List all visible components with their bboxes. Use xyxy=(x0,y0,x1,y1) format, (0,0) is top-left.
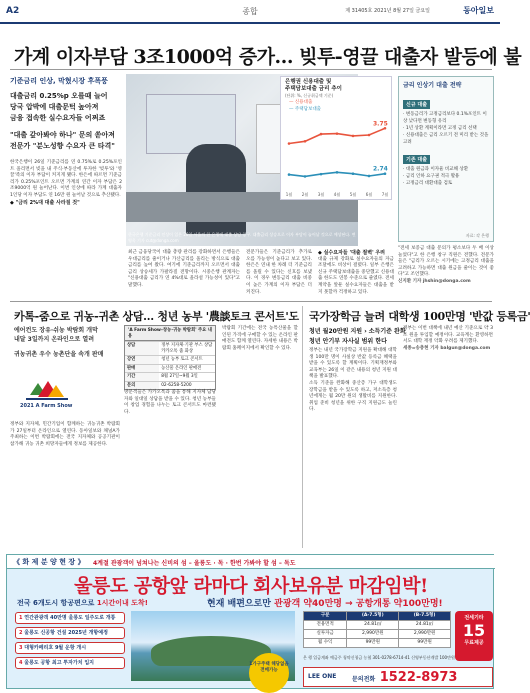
infobox-key: 기간 xyxy=(125,373,159,382)
ad-text: 현재 배편으로만 xyxy=(207,599,275,609)
article-column xyxy=(128,250,240,298)
farm-article-headline: 카톡-줌으로 귀농-귀촌 상담… 청년 농부 '農談토크 콘서트'도 xyxy=(14,310,299,323)
data-point xyxy=(304,140,307,143)
ad-price-table xyxy=(303,611,451,648)
article-text: 박람회 기간에는 전국 농특산물을 할인된 가격에 구매할 수 있는 온라인 판매전도 함께 열린다. 자세한 내용은 박람회 홈페이지에서 확인할 수 있다. xyxy=(222,326,298,351)
ad-feature xyxy=(15,642,125,654)
ad-table-cell: 월 수익 xyxy=(304,639,347,648)
chart-plot xyxy=(281,77,393,201)
article-column xyxy=(309,348,397,548)
deck-line: 에어컨도 장유·쉬농 박람회 개막 xyxy=(14,327,98,334)
article-column xyxy=(318,250,394,298)
ad-account-info: 은 행 입금계좌 예금주 청약신청금 농협 301-0278-6714-41 신영부동산개발 100만원 xyxy=(303,655,455,660)
ad-table-cell: 24.81㎡ xyxy=(347,621,399,630)
ad-highlight: 관광객 약40만명 xyxy=(274,599,342,609)
article-column xyxy=(10,422,120,548)
data-point xyxy=(384,127,387,130)
infobox-table xyxy=(125,341,215,389)
infobox-value: 8월 27일~9월 3일 xyxy=(159,373,215,382)
deck-line: 내달 3일까지 온라인으로 열려 xyxy=(14,336,94,343)
infobox-row xyxy=(125,381,215,389)
main-headline: 가계 이자부담 3조1000억 증가… 빚투-영끌 대출자 발등에 불 xyxy=(14,46,522,68)
sidebox-subheading: 기존 대출 xyxy=(403,155,430,164)
article-column xyxy=(246,250,312,298)
infobox-key: 판매 xyxy=(125,364,159,373)
farm-show-infobox xyxy=(124,325,216,390)
ad-table-cell: 24.81㎡ xyxy=(399,621,451,630)
data-label: 2.74 xyxy=(373,165,388,173)
infobox-row xyxy=(125,342,215,356)
page-number: A2 xyxy=(6,6,20,16)
sidebox-list xyxy=(399,111,493,146)
x-tick-label: 6월 xyxy=(365,192,373,197)
ad-topbar xyxy=(7,555,495,569)
legend-label: — 주택담보대출 xyxy=(289,107,322,112)
ad-phone-label: 문의전화 xyxy=(352,676,376,683)
data-point xyxy=(288,173,291,176)
ad-table-cell: 2,990만원 xyxy=(399,630,451,639)
ad-offer-number: 15 xyxy=(462,621,486,640)
chart-unit-note: (단위: %, 신규취급액 기준) xyxy=(285,93,334,98)
ad-highlight: → 공항개통 약100만명! xyxy=(341,599,443,609)
ad-table-row xyxy=(304,630,451,639)
article-text: 최근 금융당국이 대출 총량 관리를 강화하면서 은행들은 우대금리를 줄이거나 가산금리를 올리는 방식으로 대출금리를 높여 왔다. 여기에 기준금리까지 오르면서 대출금리 상승세가 가팔라질 전망이다. 시중은행 관계자는 "신용대출 금리가 연 4%대로 올라설 가능성이 있다"고 말했다. xyxy=(128,250,240,288)
ad-feature-number: 4 xyxy=(19,660,23,666)
infobox-value: 청년 농부 토크 콘서트 xyxy=(159,356,215,365)
byline: 신지환 기자 jhshin@donga.com xyxy=(398,278,471,284)
ad-highlight: 1시간이내 도착! xyxy=(96,599,148,607)
ad-phone xyxy=(352,670,457,685)
ad-logo: LEE ONE xyxy=(308,673,337,680)
date-line: 제 31405호 2021년 8월 27일 금요일 xyxy=(345,8,430,14)
ad-photo-badge: 1가구주택 해당없음 전매가능 xyxy=(249,653,289,693)
ad-table-header xyxy=(304,612,451,621)
sidebox-list xyxy=(399,166,493,187)
deck-line: 당국 압박에 대출문턱 높아져 xyxy=(10,103,99,111)
ad-table-head-cell: (A-7.5형) xyxy=(347,612,399,621)
masthead xyxy=(0,0,500,24)
ad-offer-text: 무료제공 xyxy=(464,640,484,646)
ad-phone-number: 1522-8973 xyxy=(379,670,458,685)
infobox-key: 강연 xyxy=(125,356,159,365)
sidebox-title: 금리 인상기 대출 전략 xyxy=(403,82,462,89)
ad-feature-number: 2 xyxy=(19,630,23,636)
real-estate-ad xyxy=(6,554,494,689)
farm-show-logo-text: 2021 A Farm Show xyxy=(20,403,73,409)
ad-feature-text: 울릉도 신공항 건설 2025년 개항예정 xyxy=(24,630,108,636)
deck-line: 대출금리 0.25%p 오를때 늘어 xyxy=(10,92,108,100)
data-point xyxy=(336,132,339,135)
article-subhead: ◆ 실수요자들 '대출 절벽' 우려 xyxy=(318,250,386,256)
ad-text: 전국 6개도시 항공편으로 xyxy=(17,599,97,607)
article-column xyxy=(398,246,494,298)
ad-table-cell: 전용면적 xyxy=(304,621,347,630)
ad-table-head-cell: (B-7.5형) xyxy=(399,612,451,621)
island-photo xyxy=(131,611,295,681)
infobox-row xyxy=(125,364,215,373)
newspaper-logo: 동아일보 xyxy=(463,6,494,15)
data-point xyxy=(368,134,371,137)
infobox-value: 02-6258-5200 xyxy=(159,381,215,389)
ad-table-row xyxy=(304,621,451,630)
interest-rate-chart xyxy=(280,76,392,200)
data-point xyxy=(336,171,339,174)
deck-line: "대출 갚아봐야 하나" 문의 쏟아져 xyxy=(10,131,115,139)
ad-table-cell: 99만원 xyxy=(347,639,399,648)
ad-feature-text: 울릉도 공항 최고 투자가치 입지 xyxy=(24,660,94,666)
x-tick-label: 3월 xyxy=(317,192,325,197)
headline-deck xyxy=(10,76,120,152)
sidebox-item: · 금리 인하 요구권 적극 활용 xyxy=(403,174,460,179)
section-rule xyxy=(10,301,492,302)
sidebox-item: · 고정금리 대환대출 검토 xyxy=(403,181,453,186)
data-point xyxy=(352,172,355,175)
infobox-title: 'A Farm Show–창농·귀농 박람회' 주요 내용 xyxy=(125,326,215,341)
infobox-key: 문의 xyxy=(125,381,159,389)
data-point xyxy=(320,133,323,136)
ad-feature-text: 연간관광객 40만명 울릉도 일주도로 개통 xyxy=(24,615,116,621)
article-text: 정부는 이번 대책에 내년 예산 기준으로 약 3조 원을 투입할 예정이다. 교육계는 환영하면서도 대학 재정 악화 우려를 제기했다. xyxy=(403,326,493,345)
article-text: 정부는 내년 국가장학금 지원을 확대해 대학생 100만 명이 사실상 반값 등록금 혜택을 받을 수 있도록 할 계획이다. 기획재정부와 교육부는 26일 이 같은 내용의 청년 지원 대책을 발표했다. xyxy=(309,348,397,380)
x-tick-label: 7월 xyxy=(381,192,389,197)
article-text: 전문가들은 기준금리가 추가로 오를 가능성이 높다고 보고 있다. 한은은 연내 한 차례 더 기준금리를 올릴 수 있다는 신호를 보냈다. 이 경우 변동금리 대출 비중이 높은 가계의 이자 부담은 더 커진다. xyxy=(246,250,312,295)
infobox-row xyxy=(125,373,215,382)
article-column xyxy=(403,326,493,548)
article-text: 방문객들은 카카오톡과 줌을 통해 지자체 담당자와 일대일 상담을 받을 수 있다. 청년 농부들이 창업 경험을 나누는 토크 콘서트도 마련됐다. xyxy=(124,390,216,415)
ad-feature xyxy=(15,657,125,669)
chart-title-line: 주택담보대출 금리 추이 xyxy=(285,86,342,92)
photo-caption: 한국은행 기준금리 인상이 있은 26일 서울의 한 은행에 대출 상담 창구. 대출금리 상승으로 이자 부담이 늘어날 것으로 예상된다. 변영욱 기자 cut@donga.com xyxy=(128,232,356,243)
sidebox-item: · 1년 상환 계획이라면 고정 금리 선택 xyxy=(403,126,477,131)
farm-article-deck xyxy=(14,326,124,359)
article-text: 대출 규제 강화로 실수요자들의 자금 조달에도 비상이 걸렸다. 일부 은행은 신규 주택담보대출을 중단했고 신용대출 한도도 연봉 수준으로 줄였다. 전세 계약을 앞둔 실수요자들은 대출을 받지 못할까 걱정하고 있다. xyxy=(318,256,394,295)
article-text: "전세 보증금 대출 문의가 평소보다 두 배 이상 늘었다"고 한 은행 창구 직원은 전했다. 전문가들은 "금리가 오르는 시기에는 고정금리 대출을 고려하고 가능하면 대출 원금을 줄이는 것이 좋다"고 조언했다. xyxy=(398,246,494,278)
data-point xyxy=(304,175,307,178)
x-tick-label: 5월 xyxy=(349,192,357,197)
sidebox-subheading: 신규 대출 xyxy=(403,100,430,109)
data-point xyxy=(384,172,387,175)
article-column xyxy=(124,390,216,548)
ad-table-cell: 실투자금 xyxy=(304,630,347,639)
scholarship-headline: 국가장학금 늘려 대학생 100만명 '반값 등록금' xyxy=(309,310,530,323)
ad-feature xyxy=(15,627,125,639)
article-column xyxy=(222,326,298,548)
scholarship-subhead: 청년 안기부 자사실 범위 한다 xyxy=(309,338,387,345)
byline: 세종=송충현 기자 balgun@donga.com xyxy=(403,345,491,351)
ad-feature-text: 대형카페리호 9월 운항 개시 xyxy=(24,645,87,651)
data-point xyxy=(320,173,323,176)
column-divider xyxy=(302,306,303,548)
ad-table-row xyxy=(304,639,451,648)
ad-title: 울릉도 공항앞 라마다 회사보유분 마감임박! xyxy=(74,575,428,597)
ad-feature-number: 1 xyxy=(19,615,23,621)
article-column xyxy=(10,160,122,300)
ad-table-cell: 2,990만원 xyxy=(347,630,399,639)
chart-title-line: 은행권 신용대출 및 xyxy=(285,79,332,85)
article-text: 정부와 지자체, 민간기업이 함께하는 귀농귀촌 박람회가 27일부터 온라인으로 열린다. 동아일보와 채널A가 주최하는 이번 박람회에는 전국 지자체와 공공기관이 참가해 귀농 귀촌 희망자들에게 정보를 제공한다. xyxy=(10,422,120,447)
legend-label: — 신용대출 xyxy=(289,100,313,105)
scholarship-subhead: 청년 월20만원 지원 › 소득기준 완화 xyxy=(309,328,406,335)
ad-feature-list xyxy=(15,612,125,672)
data-label: 3.75 xyxy=(373,120,388,128)
x-tick-label: 4월 xyxy=(333,192,341,197)
x-tick-label: 2월 xyxy=(301,192,309,197)
loan-strategy-box xyxy=(398,76,494,242)
series-line-0 xyxy=(289,128,385,143)
sidebox-source: 자료: 각 은행 xyxy=(465,233,489,238)
ad-feature xyxy=(15,612,125,624)
sidebox-item: · 신용대출은 금리 오르기 전 미리 받는 것을 고려 xyxy=(403,133,489,145)
ad-offer-text: 전세기타 xyxy=(464,615,484,621)
ad-feature-number: 3 xyxy=(19,645,23,651)
ad-table-head-cell: 구분 xyxy=(304,612,347,621)
x-tick-label: 1월 xyxy=(285,192,293,197)
article-text: 소득 기준을 완화해 중산층 가구 대학생도 장학금을 받을 수 있도록 하고, 저소득층 청년에게는 월 20만 원의 생활비를 지원한다. 취업 준비 청년을 위한 구직 지원금도 늘린다. xyxy=(309,380,397,413)
sidebox-item: · 변동금리가 고정금리보다 0.1%포인트 이상 낮다면 변동형 유리 xyxy=(403,112,487,124)
ad-tourist-line xyxy=(207,596,443,609)
infobox-value: 농산물 온라인 판매전 xyxy=(159,364,215,373)
ad-teaser: 4계절 관광객이 넘쳐나는 신비의 섬 – 울릉도 · 독 · 한번 가봐야 할 섬 – 독도 xyxy=(93,560,296,567)
ad-label: 《 화 제 분 양 현 장 》 xyxy=(13,558,85,566)
article-text: 한국은행이 26일 기준금리를 연 0.75%로 0.25%포인트 올리면서 빚을 내 주식·부동산에 투자한 '빚투'와 '영끌'족의 이자 부담이 커지게 됐다. 한은에 따르면 기준금리가 0.25%포인트 오르면 가계의 연간 이자 부담은 2조9000억 원 늘어난다. 이번 인상에 따라 가계 대출자 1인당 이자 부담도 연 16만 원 늘어날 것으로 추산됐다. xyxy=(10,160,122,198)
ad-table-cell: 99만원 xyxy=(399,639,451,648)
deck-line: 금융 접속한 실수요자들 어쩌죠 xyxy=(10,114,106,122)
article-subhead: ◆ "금리 2%대 대출 사라질 것" xyxy=(10,199,80,206)
deck-line: 귀농귀촌 우수 농촌단을 속개 판매 xyxy=(14,351,104,358)
infobox-value: 정부 지자체·기관 부스 상담 카카오톡 줌 화상 xyxy=(159,342,215,356)
headline-rule xyxy=(10,69,492,70)
deck-line: 전문가 "분노성향 수요자 큰 타격" xyxy=(10,142,115,150)
data-point xyxy=(352,135,355,138)
ad-flight-line xyxy=(17,598,148,608)
infobox-row xyxy=(125,356,215,365)
infobox-key: 상담 xyxy=(125,342,159,356)
ad-contact xyxy=(303,667,493,687)
farm-show-logo-icon xyxy=(16,377,86,417)
section-label: 종합 xyxy=(242,7,258,16)
farm-show-logo xyxy=(16,377,86,417)
sidebox-item: · 대출 원금과 이자율 비교해 상환 xyxy=(403,167,469,172)
deck-line: 기준금리 인상, 막혔시장 후폭풍 xyxy=(10,77,108,85)
data-point xyxy=(368,175,371,178)
data-point xyxy=(288,142,291,145)
ad-offer-badge xyxy=(455,611,493,661)
